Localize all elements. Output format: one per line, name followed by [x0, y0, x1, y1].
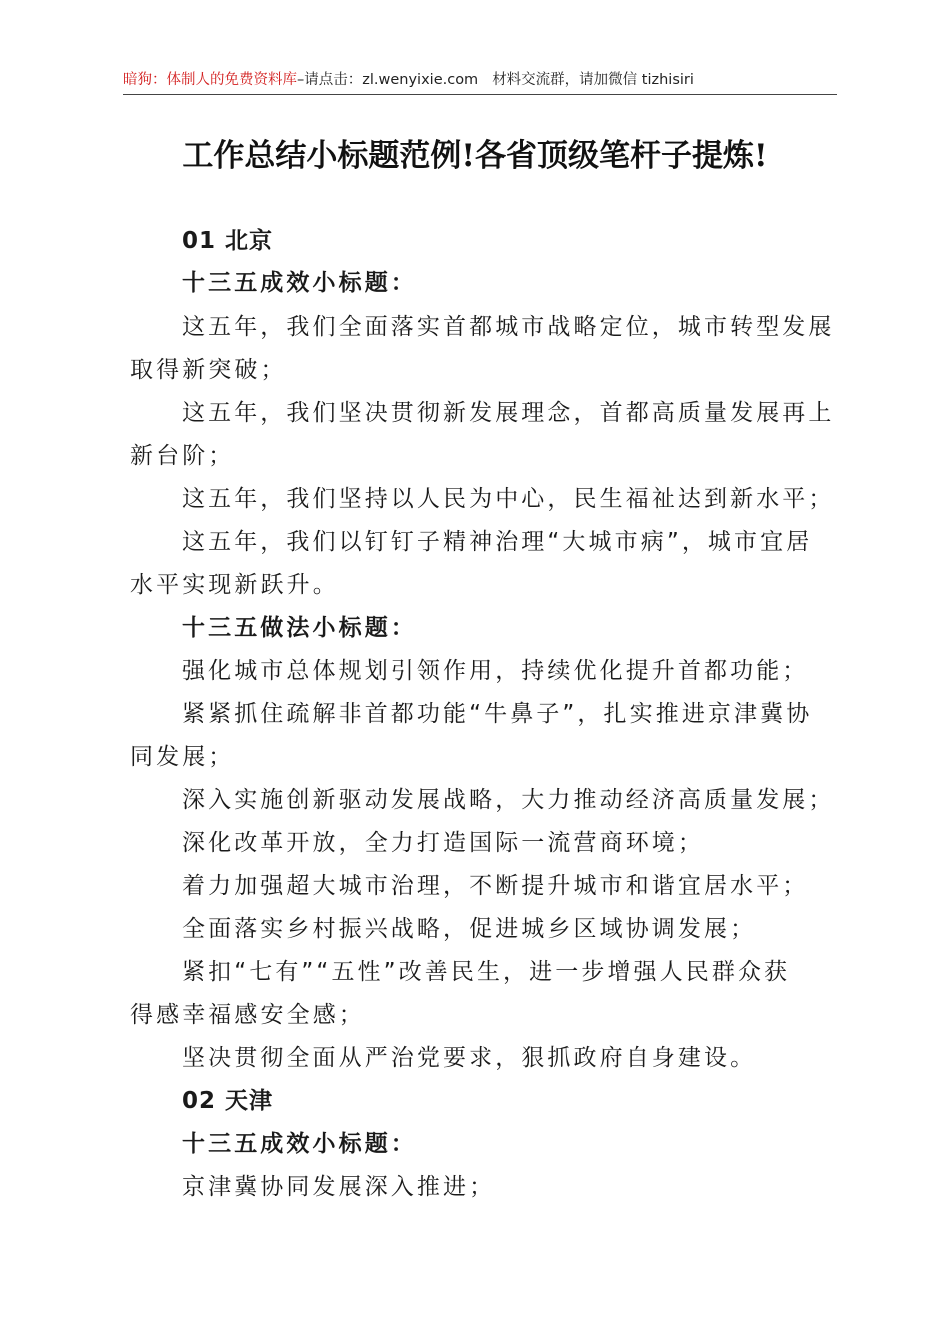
paragraph-line: 着力加强超大城市治理，不断提升城市和谐宜居水平； [182, 873, 809, 899]
paragraph-line: 京津冀协同发展深入推进； [182, 1174, 496, 1200]
subheading-effects: 十三五成效小标题： [182, 1131, 417, 1157]
header-link[interactable]: zl.wenyixie.com [362, 72, 479, 88]
paragraph-line: 深化改革开放，全力打造国际一流营商环境； [182, 830, 704, 856]
header-note: 材料交流群，请加微信 tizhisiri [492, 72, 694, 88]
paragraph-line: 紧扣“七有”“五性”改善民生，进一步增强人民群众获 [182, 959, 791, 985]
header-brand: 暗狗：体制人的免费资料库 [123, 72, 297, 88]
paragraph-line: 紧紧抓住疏解非首都功能“牛鼻子”，扎实推进京津冀协 [182, 701, 813, 727]
paragraph-line: 这五年，我们以钉钉子精神治理“大城市病”，城市宜居 [182, 529, 813, 555]
paragraph-line: 新台阶； [130, 443, 235, 469]
header-link-prefix: –请点击： [297, 72, 363, 88]
section-heading-beijing: 01 北京 [182, 228, 274, 254]
paragraph-line: 强化城市总体规划引领作用，持续优化提升首都功能； [182, 658, 809, 684]
paragraph-line: 这五年，我们坚决贯彻新发展理念，首都高质量发展再上 [182, 400, 835, 426]
subheading-methods: 十三五做法小标题： [182, 615, 417, 641]
paragraph-line: 同发展； [130, 744, 235, 770]
paragraph-line: 取得新突破； [130, 357, 287, 383]
paragraph-line: 这五年，我们全面落实首都城市战略定位，城市转型发展 [182, 314, 835, 340]
paragraph-line: 水平实现新跃升。 [130, 572, 339, 598]
subheading-effects: 十三五成效小标题： [182, 270, 417, 296]
paragraph-line: 得感幸福感安全感； [130, 1002, 365, 1028]
document-title: 工作总结小标题范例!各省顶级笔杆子提炼! [182, 138, 768, 174]
paragraph-line: 这五年，我们坚持以人民为中心，民生福祉达到新水平； [182, 486, 835, 512]
page-header [123, 68, 837, 95]
paragraph-line: 深入实施创新驱动发展战略，大力推动经济高质量发展； [182, 787, 835, 813]
section-heading-tianjin: 02 天津 [182, 1088, 274, 1114]
paragraph-line: 全面落实乡村振兴战略，促进城乡区域协调发展； [182, 916, 757, 942]
paragraph-line: 坚决贯彻全面从严治党要求，狠抓政府自身建设。 [182, 1045, 757, 1071]
